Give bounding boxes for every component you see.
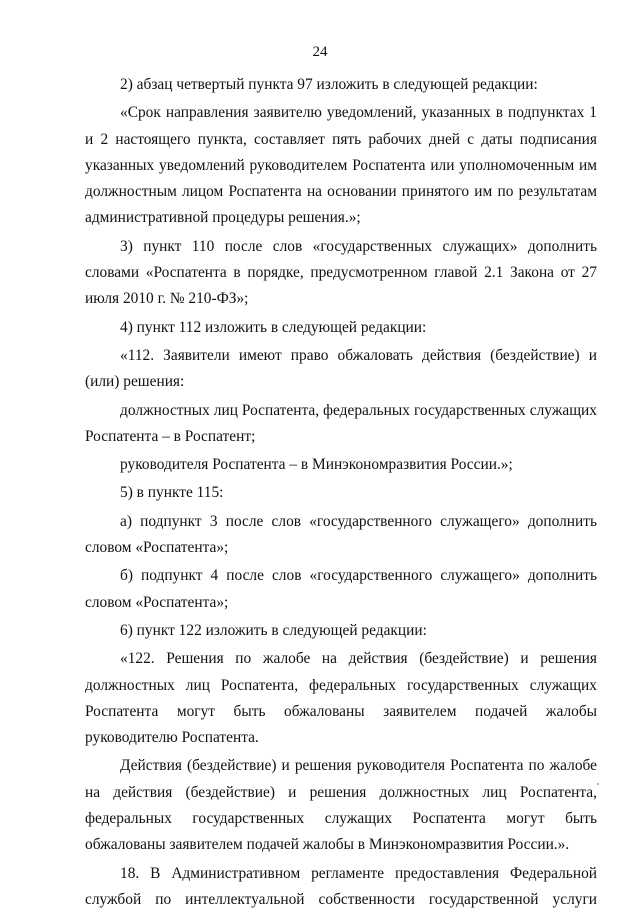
scan-speck	[597, 783, 599, 785]
paragraph-sub-b: б) подпункт 4 после слов «государственного служащего» дополнить словом «Роспатента»;	[85, 567, 597, 611]
paragraph-item-3: 3) пункт 110 после слов «государственных служащих» дополнить словами «Роспатента в порядке, предусмотренном главой 2.1 Закона от 27 июля 2010 г. № 210-ФЗ»;	[85, 237, 597, 308]
paragraph-quote-97: «Срок направления заявителю уведомлений, указанных в подпунктах 1 и 2 настоящего пункта, составляет пять рабочих дней с даты подписания указанных уведомлений руководителем Роспатента или уполномоченным им должностным лицом Роспатента на основании принятого им по результатам административной процедуры решения.»;	[85, 104, 597, 227]
paragraph-item-6: 6) пункт 122 изложить в следующей редакции:	[120, 621, 427, 639]
document-body	[85, 72, 597, 913]
paragraph-quote-122: «122. Решения по жалобе на действия (бездействие) и решения должностных лиц Роспатента, федеральных государственных служащих Роспатента могут быть обжалованы заявителем подачей жалобы руководителю Роспатента.	[85, 650, 597, 747]
paragraph-sub-a: а) подпункт 3 после слов «государственного служащего» дополнить словом «Роспатента»;	[85, 512, 597, 557]
page-number: 24	[312, 44, 328, 60]
paragraph-officials: должностных лиц Роспатента, федеральных государственных служащих Роспатента – в Роспатент;	[85, 401, 597, 445]
paragraph-actions: Действия (бездействие) и решения руководителя Роспатента по жалобе на действия (бездействие) и решения должностных лиц Роспатента, федеральных государственных служащих Роспатента могут быть обжалованы заявителем подачей жалобы в Минэкономразвития России.».	[85, 757, 597, 854]
paragraph-item-2: 2) абзац четвертый пункта 97 изложить в следующей редакции:	[120, 76, 538, 93]
paragraph-head: руководителя Роспатента – в Минэкономразвития России.»;	[120, 456, 513, 474]
paragraph-item-18: 18. В Административном регламенте предоставления Федеральной службой по интеллектуальной собственности государственной услуги	[85, 864, 597, 908]
paragraph-quote-112: «112. Заявители имеют право обжаловать действия (бездействие) и (или) решения:	[85, 346, 597, 391]
paragraph-item-5: 5) в пункте 115:	[120, 484, 224, 502]
paragraph-item-4: 4) пункт 112 изложить в следующей редакции:	[120, 318, 427, 336]
